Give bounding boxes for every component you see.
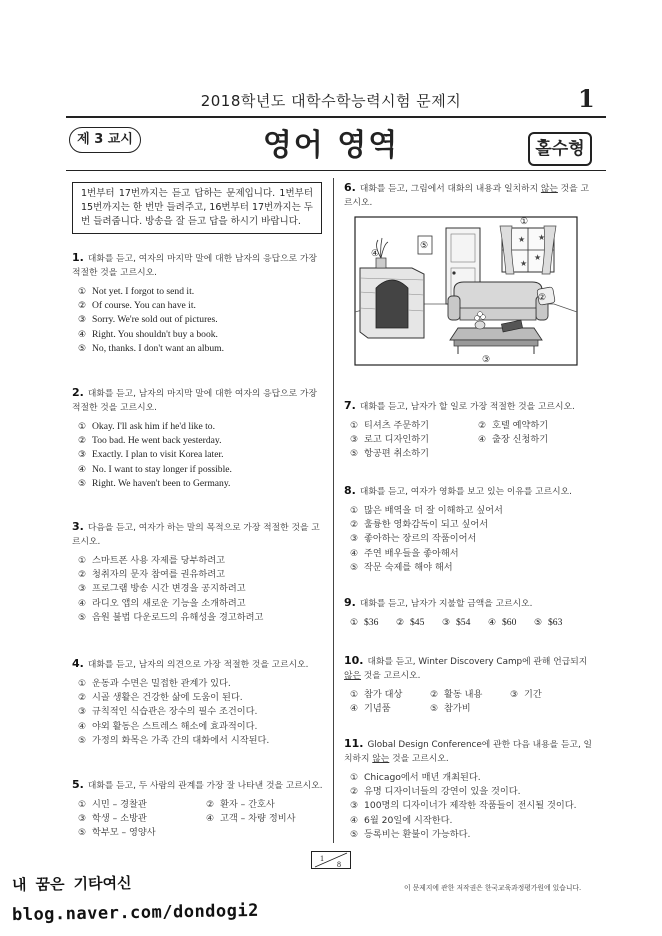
question-9	[344, 596, 596, 630]
page-number: 1	[578, 84, 595, 113]
option-4[interactable]: ④ $60	[488, 617, 517, 628]
question-11	[344, 737, 596, 842]
option-1[interactable]: ① 시민 – 경찰관	[78, 799, 147, 810]
option-1[interactable]: ① 많은 배역을 더 잘 이해하고 싶어서	[350, 505, 503, 516]
question-stem-end: 것을 고르시오.	[344, 184, 589, 208]
question-1	[72, 251, 326, 356]
option-list	[344, 616, 596, 630]
question-stem: 대화를 듣고, 남자가 지불할 금액을 고르시오.	[359, 599, 533, 609]
option-list	[344, 688, 596, 716]
marker-3: ③	[482, 355, 491, 365]
option-5[interactable]: ⑤ 학부모 – 영양사	[78, 827, 156, 839]
question-number: 2.	[72, 386, 84, 399]
option-5[interactable]: ⑤ $63	[534, 617, 563, 628]
watermark-line-2: blog.naver.com/dondogi2	[11, 900, 260, 926]
question-stem-underline: 않은	[344, 671, 361, 681]
question-stem: 대화를 듣고, 남자의 마지막 말에 대한 여자의 응답으로 가장 적절한 것을 고르시오.	[72, 389, 317, 413]
question-5	[72, 778, 326, 841]
option-1[interactable]: ① Not yet. I forgot to send it.	[78, 286, 195, 297]
option-4[interactable]: ④ 라디오 앱의 새로운 기능을 소개하려고	[78, 597, 246, 609]
question-stem-end: 것을 고르시오.	[389, 754, 449, 764]
marker-5: ⑤	[420, 241, 429, 251]
svg-text:★: ★	[534, 253, 542, 262]
option-5[interactable]: ⑤ No, thanks. I don't want an album.	[78, 342, 225, 354]
option-2[interactable]: ② 활동 내용	[430, 689, 483, 700]
option-list	[72, 420, 326, 491]
option-5[interactable]: ⑤ 가정의 화목은 가족 간의 대화에서 시작된다.	[78, 734, 270, 746]
question-number: 11.	[344, 737, 364, 750]
question-7	[344, 399, 596, 462]
option-1[interactable]: ① 스마트폰 사용 자제를 당부하려고	[78, 555, 226, 566]
option-4[interactable]: ④ 6월 20일에 시작한다.	[350, 814, 453, 826]
exam-type-badge: 홀수형	[528, 132, 592, 166]
option-list	[344, 771, 596, 842]
question-number: 8.	[344, 484, 356, 497]
option-2[interactable]: ② 훌륭한 영화감독이 되고 싶어서	[350, 519, 489, 531]
total-pages: 8	[337, 860, 341, 869]
watermark-line-1: 내 꿈은 기타여신	[11, 873, 132, 895]
option-list	[72, 554, 326, 625]
question-number: 1.	[72, 251, 84, 264]
option-2[interactable]: ② Too bad. He went back yesterday.	[78, 435, 222, 447]
option-5[interactable]: ⑤ 음원 불법 다운로드의 유해성을 경고하려고	[78, 611, 264, 623]
option-1[interactable]: ① 운동과 수면은 밀접한 관계가 있다.	[78, 678, 231, 689]
question-6	[344, 181, 596, 210]
exam-header-title: 2018학년도 대학수학능력시험 문제지	[200, 92, 462, 110]
question-3	[72, 520, 326, 625]
option-3[interactable]: ③ 규칙적인 식습관은 장수의 필수 조건이다.	[78, 706, 258, 718]
option-4[interactable]: ④ 출장 신청하기	[478, 434, 549, 446]
question-stem-end: 것을 고르시오.	[361, 671, 421, 681]
copyright-notice: 이 문제지에 관한 저작권은 한국교육과정평가원에 있습니다.	[404, 884, 582, 892]
marker-1: ①	[520, 217, 529, 227]
option-3[interactable]: ③ $54	[442, 617, 471, 628]
header-divider	[66, 116, 606, 118]
question-stem: 대화를 듣고, 여자가 영화를 보고 있는 이유를 고르시오.	[359, 487, 572, 497]
question-number: 3.	[72, 520, 84, 533]
question-number: 4.	[72, 657, 84, 670]
option-list	[72, 677, 326, 748]
question-stem: 대화를 듣고, Winter Discovery Camp에 관해 언급되지	[367, 657, 588, 667]
question-stem: 대화를 듣고, 여자의 마지막 말에 대한 남자의 응답으로 가장 적절한 것을 고르시오.	[72, 254, 317, 278]
question-stem: 대화를 듣고, 남자가 할 일로 가장 적절한 것을 고르시오.	[359, 402, 575, 412]
marker-2: ②	[538, 293, 547, 303]
option-4[interactable]: ④ 주연 배우들을 좋아해서	[350, 547, 459, 559]
svg-text:★: ★	[520, 259, 528, 268]
listening-notice: 1번부터 17번까지는 듣고 답하는 문제입니다. 1번부터 15번까지는 한 번만 들려주고, 16번부터 17번까지는 두 번 들려줍니다. 방송을 잘 듣고 답을 하시기 바랍니다.	[72, 182, 322, 234]
subject-divider	[66, 170, 606, 171]
option-2[interactable]: ② 유명 디자이너들의 강연이 있을 것이다.	[350, 786, 521, 798]
question-stem: Global Design Conference에 관한 다음 내용을 듣고, 일치하지	[344, 740, 593, 764]
subject-title: 영어 영역	[262, 128, 400, 163]
option-3[interactable]: ③ 기간	[510, 689, 542, 700]
option-4[interactable]: ④ 고객 – 차량 정비사	[206, 813, 296, 825]
option-4[interactable]: ④ 기념품	[350, 703, 391, 715]
option-1[interactable]: ① Okay. I'll ask him if he'd like to.	[78, 421, 215, 432]
option-list	[72, 798, 326, 841]
question-8	[344, 484, 596, 575]
option-3[interactable]: ③ 학생 – 소방관	[78, 813, 147, 825]
option-1[interactable]: ① $36	[350, 617, 379, 628]
option-4[interactable]: ④ No. I want to stay longer if possible.	[78, 463, 232, 475]
option-3[interactable]: ③ Sorry. We're sold out of pictures.	[78, 314, 218, 326]
option-5[interactable]: ⑤ 항공편 취소하기	[350, 448, 430, 460]
option-3[interactable]: ③ 로고 디자인하기	[350, 434, 430, 446]
question-stem: 대화를 듣고, 그림에서 대화의 내용과 일치하지	[359, 184, 541, 194]
option-2[interactable]: ② 환자 – 간호사	[206, 799, 275, 810]
question-number: 7.	[344, 399, 356, 412]
option-list	[72, 285, 326, 356]
question-number: 6.	[344, 181, 356, 194]
option-4[interactable]: ④ Right. You shouldn't buy a book.	[78, 328, 218, 340]
period-label: 제 3 교시	[69, 127, 141, 153]
option-2[interactable]: ② 시골 생활은 건강한 삶에 도움이 된다.	[78, 692, 243, 704]
window-drawing	[500, 226, 556, 274]
option-list	[344, 504, 596, 575]
question-stem: 대화를 듣고, 두 사람의 관계를 가장 잘 나타낸 것을 고르시오.	[87, 781, 323, 791]
question-stem-underline: 않는	[540, 184, 558, 194]
question-number: 5.	[72, 778, 84, 791]
option-3[interactable]: ③ Exactly. I plan to visit Korea later.	[78, 449, 224, 461]
option-2[interactable]: ② Of course. You can have it.	[78, 300, 196, 312]
question-number: 10.	[344, 654, 364, 667]
option-2[interactable]: ② $45	[396, 617, 425, 628]
option-5[interactable]: ⑤ Right. We haven't been to Germany.	[78, 477, 231, 489]
option-2[interactable]: ② 호텔 예약하기	[478, 420, 549, 431]
question-number: 9.	[344, 596, 356, 609]
question-2	[72, 386, 326, 491]
question-stem: 다음을 듣고, 여자가 하는 말의 목적으로 가장 적절한 것을 고르시오.	[72, 523, 320, 547]
svg-text:★: ★	[518, 235, 526, 244]
option-5[interactable]: ⑤ 등록비는 환불이 가능하다.	[350, 828, 471, 840]
option-4[interactable]: ④ 야외 활동은 스트레스 해소에 효과적이다.	[78, 720, 258, 732]
option-1[interactable]: ① 참가 대상	[350, 689, 403, 700]
current-page: 1	[320, 854, 324, 863]
question-10	[344, 654, 596, 716]
svg-text:★: ★	[538, 233, 546, 242]
option-5[interactable]: ⑤ 작문 숙제를 해야 해서	[350, 561, 453, 573]
question-stem: 대화를 듣고, 남자의 의견으로 가장 적절한 것을 고르시오.	[87, 660, 309, 670]
marker-4: ④	[371, 249, 380, 259]
option-3[interactable]: ③ 프로그램 방송 시간 변경을 공지하려고	[78, 583, 246, 595]
option-list	[344, 419, 596, 462]
option-2[interactable]: ② 청취자의 문자 참여를 권유하려고	[78, 569, 226, 581]
living-room-illustration	[354, 216, 578, 366]
fireplace-drawing	[360, 268, 424, 338]
option-1[interactable]: ① Chicago에서 매년 개최된다.	[350, 772, 481, 783]
option-1[interactable]: ① 티셔츠 주문하기	[350, 420, 430, 431]
page-indicator	[311, 851, 351, 869]
question-stem-underline: 않는	[372, 754, 390, 764]
option-5[interactable]: ⑤ 참가비	[430, 703, 471, 715]
option-3[interactable]: ③ 좋아하는 장르의 작품이어서	[350, 533, 477, 545]
question-4	[72, 657, 326, 748]
option-3[interactable]: ③ 100명의 디자이너가 제작한 작품들이 전시될 것이다.	[350, 800, 577, 812]
column-divider	[333, 178, 334, 843]
